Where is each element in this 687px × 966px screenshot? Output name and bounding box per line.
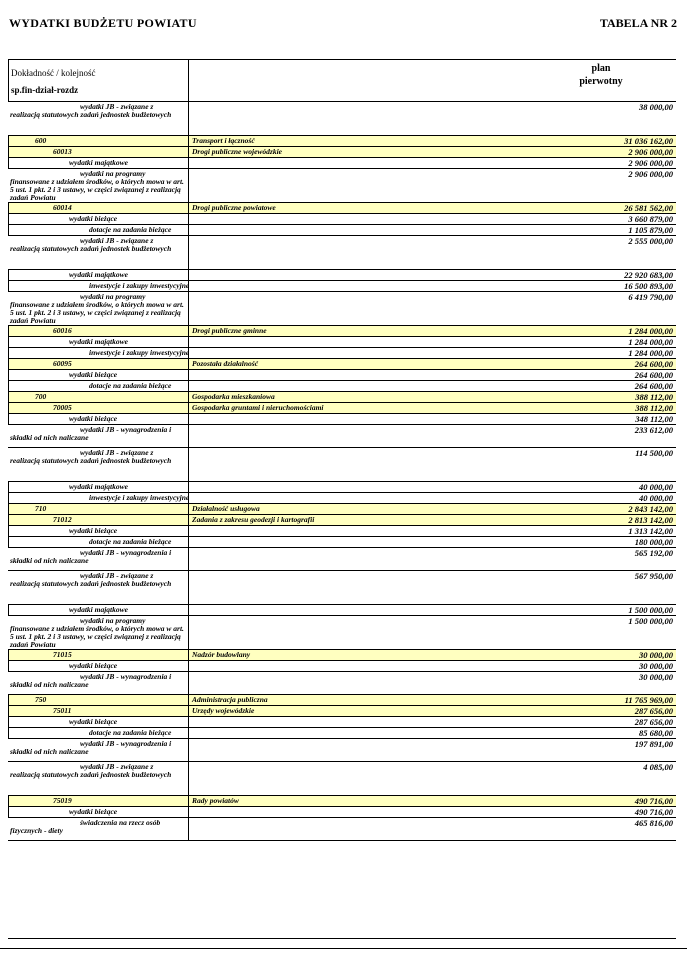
row-code-cell [8, 392, 189, 402]
row-code-text: dotacje na zadania bieżące [89, 381, 172, 390]
row-plan-value: 264 600,00 [634, 370, 673, 380]
row-plan-value: 16 500 893,00 [624, 281, 673, 291]
row-code-text: inwestycje i zakupy inwestycyjne [89, 493, 190, 502]
row-plan-value: 348 112,00 [635, 414, 673, 424]
row-name-cell: Gospodarka gruntami i nieruchomościami [192, 403, 324, 412]
row-code-text: wydatki JB - związane z realizacją statutowych zadań jednostek budżetowych [10, 102, 172, 119]
row-code-cell [8, 281, 189, 291]
row-code-cell [8, 270, 189, 280]
row-plan-value: 11 765 969,00 [624, 695, 673, 705]
table-row [8, 482, 676, 493]
row-plan-value: 465 816,00 [634, 818, 673, 828]
table-row [8, 281, 676, 292]
row-code-cell [8, 236, 189, 269]
row-code-cell [8, 337, 189, 347]
table-row [8, 807, 676, 818]
row-code-text: wydatki JB - związane z realizacją statutowych zadań jednostek budżetowych [10, 571, 172, 588]
row-plan-value: 388 112,00 [635, 403, 673, 413]
row-code-cell [8, 326, 189, 336]
table-row [8, 661, 676, 672]
table-row [8, 370, 676, 381]
table-row [8, 515, 676, 526]
row-plan-value: 30 000,00 [639, 672, 673, 682]
row-code-cell [8, 370, 189, 380]
row-plan-value: 567 950,00 [634, 571, 673, 581]
row-code-cell [8, 661, 189, 671]
row-plan-value: 2 906 000,00 [628, 158, 673, 168]
row-plan-value: 388 112,00 [635, 392, 673, 402]
row-code-cell [8, 739, 189, 761]
row-plan-value: 85 680,00 [639, 728, 673, 738]
table-row [8, 504, 676, 515]
page-bottom-rule [0, 948, 687, 949]
table-row [8, 102, 676, 136]
row-code-text: 71012 [53, 515, 72, 524]
row-code-text: wydatki majątkowe [69, 158, 128, 167]
row-code-text: dotacje na zadania bieżące [89, 728, 172, 737]
table-row [8, 695, 676, 706]
row-code-text: wydatki JB - związane z realizacją statutowych zadań jednostek budżetowych [10, 236, 172, 253]
row-plan-value: 1 500 000,00 [628, 605, 673, 615]
row-code-text: 75019 [53, 796, 72, 805]
row-plan-value: 30 000,00 [639, 650, 673, 660]
row-code-text: wydatki JB - wynagrodzenia i składki od nich naliczane [10, 739, 172, 756]
row-plan-value: 4 085,00 [643, 762, 673, 772]
table-row [8, 548, 676, 571]
table-row [8, 425, 676, 448]
row-code-cell [8, 292, 189, 325]
table-row [8, 571, 676, 605]
row-name-cell: Administracja publiczna [192, 695, 268, 704]
row-plan-value: 31 036 162,00 [624, 136, 673, 146]
row-plan-value: 197 891,00 [634, 739, 673, 749]
row-code-text: wydatki bieżące [69, 526, 118, 535]
row-name-cell: Urzędy wojewódzkie [192, 706, 255, 715]
row-code-cell [8, 717, 189, 727]
row-code-cell [8, 571, 189, 604]
row-name-cell: Drogi publiczne powiatowe [192, 203, 276, 212]
table-row [8, 225, 676, 236]
row-name-cell: Działalność usługowa [192, 504, 260, 513]
row-code-cell [8, 214, 189, 224]
row-plan-value: 1 313 142,00 [628, 526, 673, 536]
row-code-cell [8, 695, 189, 705]
row-code-cell [8, 493, 189, 503]
header-cell-code [8, 60, 189, 101]
table-row [8, 270, 676, 281]
row-code-cell [8, 818, 189, 840]
row-code-cell [8, 414, 189, 424]
row-code-cell [8, 169, 189, 202]
row-code-text: 700 [35, 392, 47, 401]
row-code-text: wydatki bieżące [69, 661, 118, 670]
row-code-text: wydatki bieżące [69, 370, 118, 379]
row-plan-value: 1 105 879,00 [628, 225, 673, 235]
row-code-cell [8, 672, 189, 694]
row-plan-value: 2 813 142,00 [628, 515, 673, 525]
row-plan-value: 1 284 000,00 [628, 326, 673, 336]
row-plan-value: 1 284 000,00 [628, 337, 673, 347]
row-code-cell [8, 381, 189, 391]
row-code-cell [8, 482, 189, 492]
row-code-text: wydatki JB - wynagrodzenia i składki od nich naliczane [10, 672, 172, 689]
table-row [8, 337, 676, 348]
table-row [8, 136, 676, 147]
table-row [8, 672, 676, 695]
row-plan-value: 490 716,00 [634, 796, 673, 806]
table-row [8, 537, 676, 548]
row-plan-value: 287 656,00 [634, 706, 673, 716]
row-code-text: 71015 [53, 650, 72, 659]
row-plan-value: 1 500 000,00 [628, 616, 673, 626]
page-title: WYDATKI BUDŻETU POWIATU [9, 16, 197, 30]
row-name-cell: Gospodarka mieszkaniowa [192, 392, 275, 401]
row-code-text: wydatki majątkowe [69, 482, 128, 491]
row-code-cell [8, 147, 189, 157]
table-row [8, 203, 676, 214]
table-row [8, 348, 676, 359]
row-plan-value: 114 500,00 [635, 448, 673, 458]
row-plan-value: 38 000,00 [639, 102, 673, 112]
row-code-text: wydatki JB - związane z realizacją statutowych zadań jednostek budżetowych [10, 448, 172, 465]
row-code-text: wydatki bieżące [69, 717, 118, 726]
row-code-cell [8, 348, 189, 358]
row-plan-value: 2 843 142,00 [628, 504, 673, 514]
table-row [8, 403, 676, 414]
row-code-cell [8, 537, 189, 547]
table-row [8, 706, 676, 717]
row-code-cell [8, 706, 189, 716]
header-plan-label: plan pierwotny [579, 63, 623, 87]
table-row [8, 169, 676, 203]
table-row [8, 214, 676, 225]
table-row [8, 605, 676, 616]
row-code-text: 75011 [53, 706, 72, 715]
row-plan-value: 22 920 683,00 [624, 270, 673, 280]
row-code-cell [8, 616, 189, 649]
row-code-cell [8, 359, 189, 369]
row-name-cell: Transport i łączność [192, 136, 255, 145]
row-plan-value: 2 906 000,00 [628, 169, 673, 179]
row-code-text: dotacje na zadania bieżące [89, 225, 172, 234]
row-code-text: inwestycje i zakupy inwestycyjne [89, 348, 190, 357]
table-row [8, 381, 676, 392]
row-code-text: wydatki bieżące [69, 807, 118, 816]
row-code-text: wydatki na programy finansowane z udziałem środków, o których mowa w art. 5 ust. 1 pkt. 2 i 3 ustawy, w części związanej z realizacją zadań Powiatu [10, 616, 184, 649]
header-accuracy-label: Dokładność / kolejność [11, 68, 96, 78]
row-code-cell [8, 136, 189, 146]
row-code-cell [8, 762, 189, 795]
row-code-text: wydatki majątkowe [69, 605, 128, 614]
table-row [8, 762, 676, 796]
row-code-cell [8, 605, 189, 615]
table-row [8, 650, 676, 661]
row-code-cell [8, 526, 189, 536]
table-row [8, 717, 676, 728]
row-code-cell [8, 650, 189, 660]
row-code-text: 710 [35, 504, 47, 513]
row-code-text: 60013 [53, 147, 72, 156]
row-name-cell: Drogi publiczne gminne [192, 326, 267, 335]
row-code-cell [8, 158, 189, 168]
table-row [8, 414, 676, 425]
expenses-table [8, 59, 676, 939]
row-plan-value: 3 660 879,00 [628, 214, 673, 224]
row-code-cell [8, 448, 189, 481]
row-plan-value: 264 600,00 [634, 359, 673, 369]
row-plan-value: 287 656,00 [634, 717, 673, 727]
row-code-text: 600 [35, 136, 47, 145]
row-plan-value: 1 284 000,00 [628, 348, 673, 358]
row-code-cell [8, 515, 189, 525]
table-row [8, 158, 676, 169]
row-code-cell [8, 548, 189, 570]
table-row [8, 448, 676, 482]
table-row [8, 796, 676, 807]
row-code-text: wydatki na programy finansowane z udziałem środków, o których mowa w art. 5 ust. 1 pkt. 2 i 3 ustawy, w części związanej z realizacją zadań Powiatu [10, 169, 184, 202]
row-code-cell [8, 203, 189, 213]
row-code-text: 60014 [53, 203, 72, 212]
row-plan-value: 490 716,00 [634, 807, 673, 817]
row-name-cell: Pozostała działalność [192, 359, 259, 368]
table-row [8, 728, 676, 739]
table-row [8, 392, 676, 403]
row-code-cell [8, 425, 189, 447]
table-row [8, 236, 676, 270]
table-row [8, 739, 676, 762]
row-plan-value: 2 555 000,00 [628, 236, 673, 246]
row-code-text: 70005 [53, 403, 72, 412]
table-row [8, 359, 676, 370]
row-name-cell: Zadania z zakresu geodezji i kartografii [192, 515, 315, 524]
row-plan-value: 264 600,00 [634, 381, 673, 391]
row-code-text: 60016 [53, 326, 72, 335]
row-code-text: wydatki JB - związane z realizacją statutowych zadań jednostek budżetowych [10, 762, 172, 779]
row-code-text: świadczenia na rzecz osób fizycznych - diety [10, 818, 161, 835]
row-code-text: inwestycje i zakupy inwestycyjne [89, 281, 190, 290]
table-row [8, 616, 676, 650]
row-code-text: wydatki na programy finansowane z udziałem środków, o których mowa w art. 5 ust. 1 pkt. 2 i 3 ustawy, w części związanej z realizacją zadań Powiatu [10, 292, 184, 325]
row-code-cell [8, 225, 189, 235]
table-row [8, 326, 676, 337]
row-plan-value: 565 192,00 [634, 548, 673, 558]
row-code-text: wydatki bieżące [69, 414, 118, 423]
row-plan-value: 180 000,00 [634, 537, 673, 547]
row-code-text: wydatki JB - wynagrodzenia i składki od nich naliczane [10, 548, 172, 565]
row-plan-value: 26 581 562,00 [624, 203, 673, 213]
header-code-label: sp.fin-dział-rozdz [11, 85, 79, 95]
row-name-cell: Nadzór budowlany [192, 650, 251, 659]
table-row [8, 818, 676, 841]
row-plan-value: 233 612,00 [634, 425, 673, 435]
row-code-cell [8, 807, 189, 817]
row-plan-value: 2 906 000,00 [628, 147, 673, 157]
row-plan-value: 40 000,00 [639, 482, 673, 492]
table-header [8, 60, 676, 102]
table-row [8, 493, 676, 504]
row-code-text: wydatki majątkowe [69, 270, 128, 279]
row-code-text: dotacje na zadania bieżące [89, 537, 172, 546]
row-code-text: wydatki majątkowe [69, 337, 128, 346]
row-plan-value: 40 000,00 [639, 493, 673, 503]
table-row [8, 526, 676, 537]
row-code-text: wydatki JB - wynagrodzenia i składki od nich naliczane [10, 425, 172, 442]
row-code-cell [8, 796, 189, 806]
table-row [8, 292, 676, 326]
row-code-cell [8, 504, 189, 514]
row-name-cell: Drogi publiczne wojewódzkie [192, 147, 283, 156]
row-code-text: 750 [35, 695, 47, 704]
row-code-text: wydatki bieżące [69, 214, 118, 223]
table-row [8, 147, 676, 158]
row-name-cell: Rady powiatów [192, 796, 239, 805]
row-code-cell [8, 728, 189, 738]
row-code-text: 60095 [53, 359, 72, 368]
row-plan-value: 30 000,00 [639, 661, 673, 671]
row-code-cell [8, 102, 189, 135]
row-code-cell [8, 403, 189, 413]
table-number: TABELA NR 2 [599, 16, 677, 30]
row-plan-value: 6 419 790,00 [628, 292, 673, 302]
